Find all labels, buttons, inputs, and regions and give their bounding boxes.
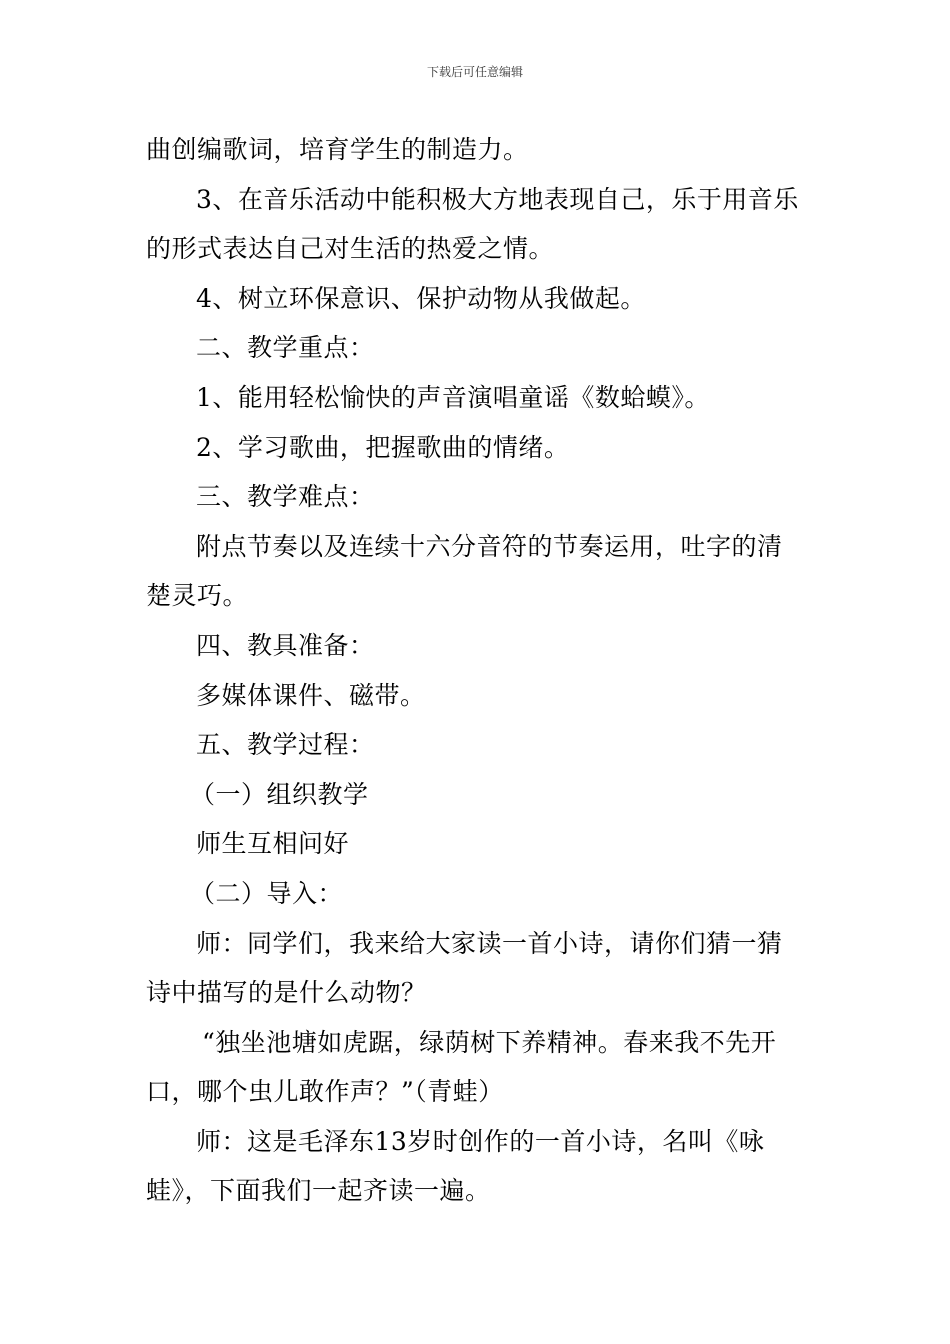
teacher-dialogue-line: 师：这是毛泽东13岁时创作的一首小诗，名叫《咏 [196, 1126, 765, 1156]
objective-4-line: 4、树立环保意识、保护动物从我做起。 [196, 283, 646, 313]
paragraph-line: 师生互相问好 [196, 829, 350, 859]
paragraph-line: 曲创编歌词，培育学生的制造力。 [146, 135, 529, 164]
section-heading: 五、教学过程： [196, 730, 375, 760]
sub-heading: （一）组织教学 [190, 779, 369, 809]
paragraph-line: 口，哪个虫儿敢作声？”（青蛙） [146, 1077, 504, 1107]
section-heading: 三、教学难点： [196, 482, 375, 512]
objective-3-line: 3、在音乐活动中能积极大方地表现自己，乐于用音乐 [196, 184, 799, 214]
key-point-1-line: 1、能用轻松愉快的声音演唱童谣《数蛤蟆》。 [196, 382, 710, 412]
paragraph-line: 楚灵巧。 [146, 581, 249, 611]
paragraph-line: 诗中描写的是什么动物？ [146, 978, 427, 1008]
key-point-2-line: 2、学习歌曲，把握歌曲的情绪。 [196, 432, 570, 462]
section-heading: 二、教学重点： [196, 333, 375, 363]
section-heading: 四、教具准备： [196, 630, 375, 660]
poem-quote-line: “独坐池塘如虎踞，绿荫树下养精神。春来我不先开 [202, 1027, 777, 1057]
teacher-dialogue-line: 师：同学们，我来给大家读一首小诗，请你们猜一猜 [196, 928, 783, 958]
sub-heading: （二）导入： [190, 878, 344, 908]
paragraph-line: 的形式表达自己对生活的热爱之情。 [146, 234, 555, 264]
document-body [146, 125, 808, 1216]
page-header: 下载后可任意编辑 [426, 65, 523, 79]
materials-line: 多媒体课件、磁带。 [196, 680, 426, 710]
difficulty-line: 附点节奏以及连续十六分音符的节奏运用，吐字的清 [196, 531, 783, 561]
paragraph-line: 蛙》，下面我们一起齐读一遍。 [146, 1176, 491, 1206]
